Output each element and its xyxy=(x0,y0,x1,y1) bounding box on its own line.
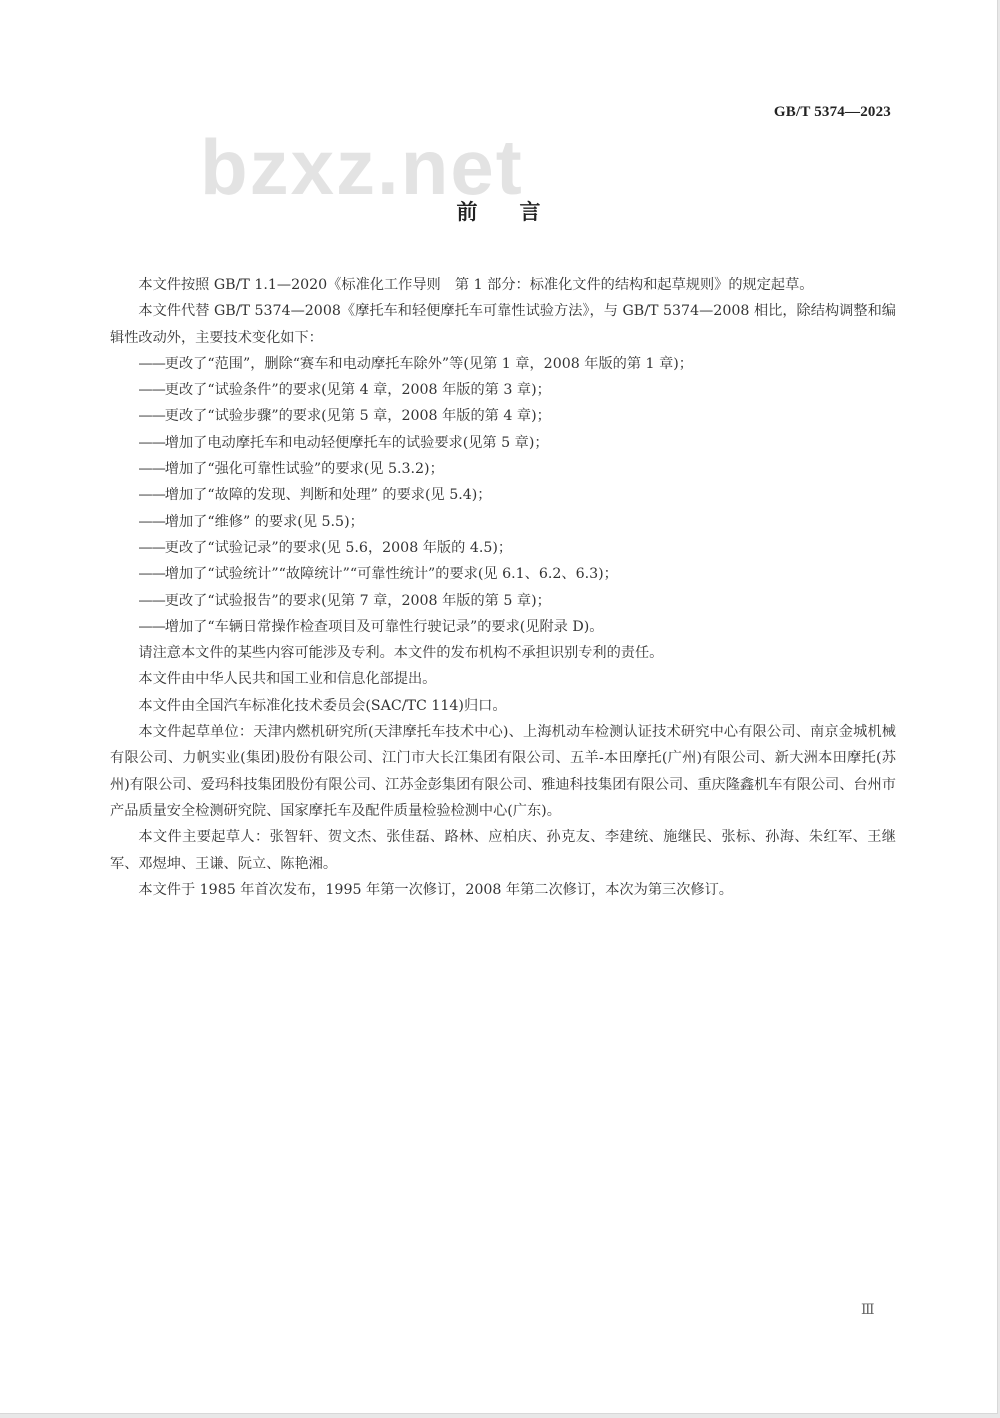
dash-bullet: —— xyxy=(138,382,165,399)
patent-notice: 请注意本文件的某些内容可能涉及专利。本文件的发布机构不承担识别专利的责任。 xyxy=(138,645,664,662)
dash-bullet: —— xyxy=(138,487,165,504)
dash-bullet: —— xyxy=(138,355,165,372)
list-item-text: 增加了“试验统计”“故障统计”“可靠性统计”的要求(见 6.1、6.2、6.3)； xyxy=(164,566,618,583)
list-item-text: 更改了“试验步骤”的要求(见第 5 章，2008 年版的第 4 章)； xyxy=(164,408,551,425)
list-item xyxy=(110,588,896,614)
standard-code: GB/T 5374—2023 xyxy=(773,104,891,120)
revision-history: 本文件于 1985 年首次发布，1995 年第一次修订，2008 年第二次修订，本次为第三次修订。 xyxy=(138,881,733,898)
list-item-text: 更改了“试验记录”的要求(见 5.6，2008 年版的 4.5)； xyxy=(164,539,513,556)
list-item-text: 增加了“故障的发现、判断和处理” 的要求(见 5.4)； xyxy=(164,487,492,504)
list-item-text: 增加了“车辆日常操作检查项目及可靠性行驶记录”的要求(见附录 D)。 xyxy=(164,618,604,635)
dash-bullet: —— xyxy=(138,539,165,556)
list-item-text: 更改了“试验报告”的要求(见第 7 章，2008 年版的第 5 章)； xyxy=(164,592,551,609)
list-item xyxy=(110,561,896,587)
list-item xyxy=(110,351,896,377)
list-item xyxy=(110,403,896,429)
list-item xyxy=(110,456,896,482)
intro-paragraph: 本文件代替 GB/T 5374—2008《摩托车和轻便摩托车可靠性试验方法》，与 GB/T 5374—2008 相比，除结构调整和编辑性改动外，主要技术变化如下： xyxy=(110,303,896,346)
dash-bullet: —— xyxy=(138,566,165,583)
technical-committee-statement: 本文件由全国汽车标准化技术委员会(SAC/TC 114)归口。 xyxy=(138,697,507,714)
drafting-organizations: 本文件起草单位：天津内燃机研究所(天津摩托车技术中心)、上海机动车检测认证技术研究中心有限公司、南京金城机械有限公司、力帆实业(集团)股份有限公司、江门市大长江集团有限公司、五羊-本田摩托(广州)有限公司、新大洲本田摩托(苏州)有限公司、爱玛科技集团股份有限公司、江苏金彭集团有限公司、雅迪科技集团有限公司、重庆隆鑫机车有限公司、台州市产品质量安全检测研究院、国家摩托车及配件质量检验检测中心(广东)。 xyxy=(110,724,896,819)
dash-bullet: —— xyxy=(138,513,165,530)
page-number: Ⅲ xyxy=(861,1303,875,1318)
dash-bullet: —— xyxy=(138,461,165,478)
foreword-body xyxy=(110,272,896,903)
page-title: 前言 xyxy=(456,200,583,224)
list-item-text: 更改了“试验条件”的要求(见第 4 章，2008 年版的第 3 章)； xyxy=(164,382,551,399)
intro-paragraph: 本文件按照 GB/T 1.1—2020《标准化工作导则 第 1 部分：标准化文件的结构和起草规则》的规定起草。 xyxy=(138,277,814,293)
dash-bullet: —— xyxy=(138,592,165,609)
list-item xyxy=(110,535,896,561)
list-item xyxy=(110,482,896,508)
proposer-statement: 本文件由中华人民共和国工业和信息化部提出。 xyxy=(138,671,437,688)
dash-bullet: —— xyxy=(138,434,165,451)
list-item-text: 更改了“范围”，删除“赛车和电动摩托车除外”等(见第 1 章，2008 年版的第 1 章)； xyxy=(164,355,693,372)
dash-bullet: —— xyxy=(138,408,165,425)
watermark: bzxz.net xyxy=(200,123,524,211)
dash-bullet: —— xyxy=(138,618,165,635)
list-item xyxy=(110,509,896,535)
list-item xyxy=(110,614,896,640)
drafters: 本文件主要起草人：张智轩、贺文杰、张佳磊、路林、应柏庆、孙克友、李建统、施继民、张标、孙海、朱红军、王继军、邓煜坤、王谦、阮立、陈艳湘。 xyxy=(110,829,896,872)
list-item xyxy=(110,430,896,456)
list-item-text: 增加了电动摩托车和电动轻便摩托车的试验要求(见第 5 章)； xyxy=(164,434,549,451)
list-item-text: 增加了“维修” 的要求(见 5.5)； xyxy=(164,513,364,530)
list-item-text: 增加了“强化可靠性试验”的要求(见 5.3.2)； xyxy=(164,461,444,478)
list-item xyxy=(110,377,896,403)
change-list xyxy=(110,351,896,640)
